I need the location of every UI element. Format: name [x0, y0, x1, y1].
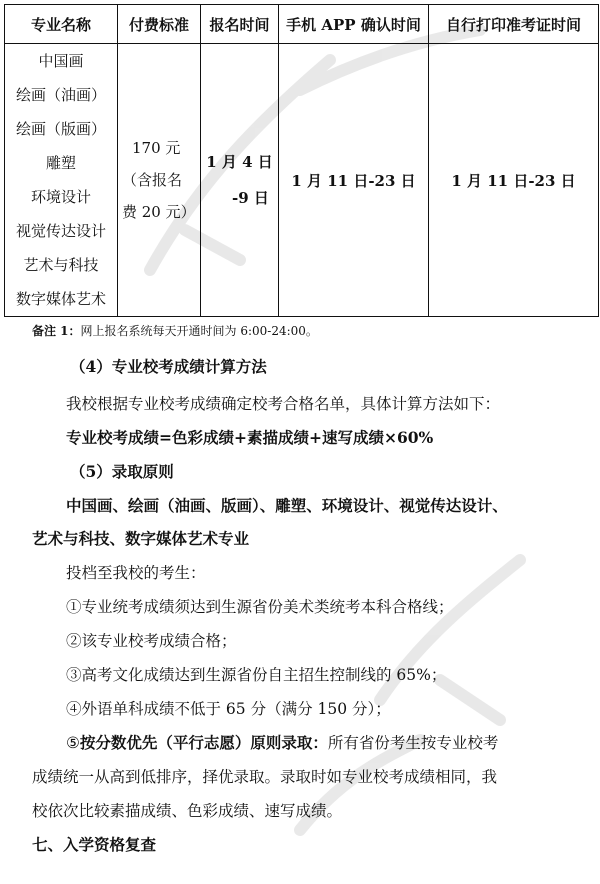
major-item: 雕塑: [45, 154, 76, 172]
print-ticket-cell: 1 月 11 日-23 日: [429, 44, 599, 317]
item5-line2: 成绩统一从高到低排序，择优录取。录取时如专业校考成绩相同，我: [32, 768, 498, 786]
major-item: 艺术与科技: [23, 256, 99, 274]
major-item: 数字媒体艺术: [15, 290, 106, 308]
admission-item-5: [66, 731, 498, 753]
major-item: 绘画（版画）: [15, 120, 106, 138]
note-label: 备注 1：: [32, 324, 81, 338]
fee-line: （含报名: [122, 171, 183, 189]
item5-bold: 按分数优先（平行志愿）原则录取：: [79, 733, 328, 752]
admission-item: ③高考文化成绩达到生源省份自主招生控制线的 65%；: [66, 666, 447, 684]
register-line: -9 日: [232, 189, 269, 207]
header-app-confirm-time: 手机 APP 确认时间: [279, 5, 429, 44]
header-major: 专业名称: [5, 5, 118, 44]
major-item: 环境设计: [30, 188, 91, 206]
major-item: 中国画: [38, 52, 84, 70]
schedule-table: [4, 4, 599, 317]
register-line: 1 月 4 日: [206, 153, 273, 171]
section4-heading: （4）专业校考成绩计算方法: [70, 357, 267, 376]
register-time-cell: [201, 44, 279, 317]
admission-item: ④外语单科成绩不低于 65 分（满分 150 分）；: [66, 700, 391, 718]
section7-heading: 七、入学资格复查: [32, 835, 157, 854]
section5-heading: （5）录取原则: [70, 462, 174, 481]
note-1: [32, 322, 318, 339]
section5-majors-line2: 艺术与科技、数字媒体艺术专业: [32, 529, 250, 548]
header-fee: 付费标准: [118, 5, 201, 44]
app-confirm-cell: 1 月 11 日-23 日: [279, 44, 429, 317]
section4-intro: 我校根据专业校考成绩确定校考合格名单，具体计算方法如下：: [66, 395, 501, 413]
fee-line: 170 元: [132, 139, 181, 157]
header-print-ticket-time: 自行打印准考证时间: [429, 5, 599, 44]
section4-formula: 专业校考成绩=色彩成绩+素描成绩+速写成绩×60%: [66, 428, 434, 447]
table-header-row: [5, 5, 599, 44]
majors-cell: [5, 44, 118, 317]
admission-item: ①专业统考成绩须达到生源省份美术类统考本科合格线；: [66, 598, 454, 616]
note-text: 网上报名系统每天开通时间为 6:00-24:00。: [80, 324, 318, 338]
fee-cell: [118, 44, 201, 317]
admission-item: ②该专业校考成绩合格；: [66, 632, 237, 650]
item5-prefix: ⑤: [66, 734, 80, 752]
header-register-time: 报名时间: [201, 5, 279, 44]
major-item: 视觉传达设计: [15, 222, 106, 240]
item5-line3: 校依次比较素描成绩、色彩成绩、速写成绩。: [32, 802, 343, 820]
section5-majors-line1: 中国画、绘画（油画、版画）、雕塑、环境设计、视觉传达设计、: [66, 496, 508, 515]
item5-rest: 所有省份考生按专业校考: [327, 734, 499, 752]
section5-lead: 投档至我校的考生：: [66, 564, 206, 582]
fee-line: 费 20 元）: [122, 203, 196, 221]
major-item: 绘画（油画）: [15, 86, 106, 104]
table-row: [5, 44, 599, 317]
